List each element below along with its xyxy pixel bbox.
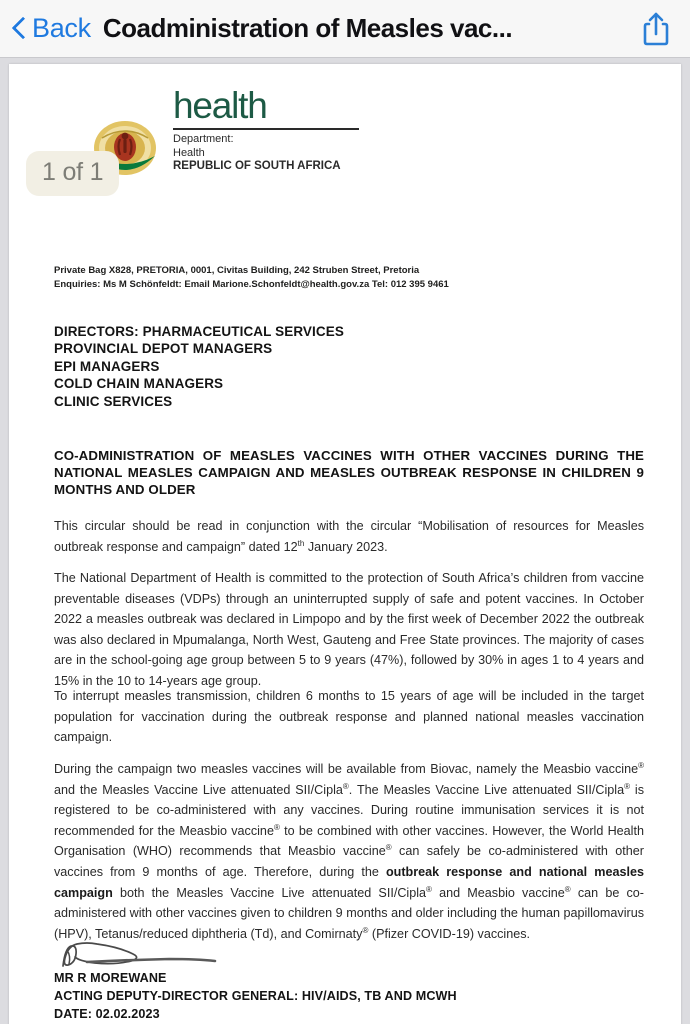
signoff-name: MR R MOREWANE [54, 971, 167, 985]
registered-mark-8: ® [362, 925, 369, 935]
addressee-line-1: DIRECTORS: PHARMACEUTICAL SERVICES [54, 324, 344, 339]
para4-text-b: and the Measles Vaccine Live attenuated SII/Cipla [54, 782, 343, 797]
brand-subtitle [173, 133, 363, 174]
registered-mark-2: ® [342, 781, 349, 791]
para4-text-h: and Measbio vaccine [431, 885, 565, 900]
brand-sub-line1: Department: [173, 133, 234, 145]
page-indicator-badge: 1 of 1 [26, 151, 119, 196]
para4-emphasis: outbreak response and national measles campaign [54, 864, 644, 900]
addressee-line-4: COLD CHAIN MANAGERS [54, 376, 224, 392]
addressee-block [54, 323, 474, 410]
registered-mark-4: ® [273, 822, 280, 832]
registered-mark-3: ® [624, 781, 631, 791]
page-title: Coadministration of Measles vac... [102, 13, 513, 43]
para4-text-c: . The Measles Vaccine Live attenuated SII/Cipla [348, 782, 625, 797]
registered-mark-1: ® [638, 760, 644, 770]
document-subject-title: CO-ADMINISTRATION OF MEASLES VACCINES WITH OTHER VACCINES DURING THE NATIONAL MEASLES CAMPAIGN AND MEASLES OUTBREAK RESPONSE IN CHILDREN 9 MONTHS AND OLDER [54, 448, 644, 497]
addressee-line-5: CLINIC SERVICES [54, 393, 173, 409]
signoff-block [54, 970, 554, 1023]
svg-text:✦: ✦ [122, 166, 128, 172]
signoff-date: DATE: 02.02.2023 [54, 1006, 160, 1021]
para1-text-a: This circular should be read in conjunction with the circular “Mobilisation of resources for Measles outbreak response and campaign” dated 12 [54, 519, 644, 554]
registered-mark-5: ® [385, 843, 392, 853]
document-viewer[interactable] [0, 58, 690, 1024]
addressee-line-3: EPI MANAGERS [54, 358, 160, 374]
addressee-line-2: PROVINCIAL DEPOT MANAGERS [54, 341, 273, 357]
para4-text-a: During the campaign two measles vaccines will be available from Biovac, namely the Measbio vaccine [54, 762, 639, 776]
brand-wordmark: health [173, 85, 267, 126]
health-brand [173, 86, 363, 174]
para4-text-j: (Pfizer COVID-19) vaccines. [368, 926, 531, 941]
para1-text-b: January 2023. [304, 539, 388, 554]
document-page [9, 64, 681, 1024]
para4-text-f: can safely be co-administered with other vaccines from 9 months of age. Therefore, during the [54, 844, 644, 879]
brand-divider [173, 128, 359, 130]
contact-line-1: Private Bag X828, PRETORIA, 0001, Civitas Building, 242 Struben Street, Pretoria [54, 265, 420, 276]
letterhead [45, 86, 655, 196]
back-button[interactable] [10, 14, 91, 44]
back-button-label: Back [32, 13, 91, 43]
para4-text-d: is registered to be co-administered with any vaccines. During routine immunisation services it is not recommended for the Measbio vaccine [54, 782, 645, 838]
body-paragraph-1 [54, 516, 644, 557]
registered-mark-7: ® [564, 884, 571, 894]
para4-text-e: to be combined with other vaccines. However, the World Health Organisation (WHO) recommends that Measbio vaccine [54, 823, 644, 859]
contact-line-2: Enquiries: Ms M Schönfeldt: Email Marione.Schonfeldt@health.gov.za Tel: 012 395 9461 [54, 278, 449, 290]
share-button[interactable] [636, 7, 676, 51]
registered-mark-6: ® [426, 884, 432, 894]
share-icon [636, 7, 676, 51]
body-paragraph-3: To interrupt measles transmission, children 6 months to 15 years of age will be included in the target population for vaccination during the outbreak response and planned national measles vaccination campaign. [54, 689, 644, 745]
body-paragraph-2: The National Department of Health is committed to the protection of South Africa’s children from vaccine preventable diseases (VDPs) through an uninterrupted supply of safe and potent vaccines. In October 2022 a measles outbreak was declared in Limpopo and by the first week of December 2022 the outbreak was also declared in Mpumalanga, North West, Gauteng and Free State provinces. The majority of cases are in the school-going age group between 5 to 9 years (47%), followed by 30% in ages 1 to 4 years and 15% in the 10 to 14-years age group. [54, 571, 644, 688]
body-paragraph-4 [54, 759, 644, 944]
contact-details [54, 264, 634, 291]
brand-sub-line2: Health [173, 146, 205, 159]
signoff-role: ACTING DEPUTY-DIRECTOR GENERAL: HIV/AIDS, TB AND MCWH [54, 988, 457, 1003]
para4-text-g: both the Measles Vaccine Live attenuated SII/Cipla [112, 885, 427, 900]
para1-ordinal-suffix: th [297, 538, 305, 548]
brand-sub-line3: REPUBLIC OF SOUTH AFRICA [173, 160, 341, 172]
para4-text-i: can be co-administered with other vaccines given to children 9 months and older including the human papillomavirus (HPV), Tetanus/reduced diphtheria (Td), and Comirnaty [54, 885, 644, 941]
chevron-left-icon [10, 14, 30, 44]
navigation-bar [0, 0, 690, 58]
